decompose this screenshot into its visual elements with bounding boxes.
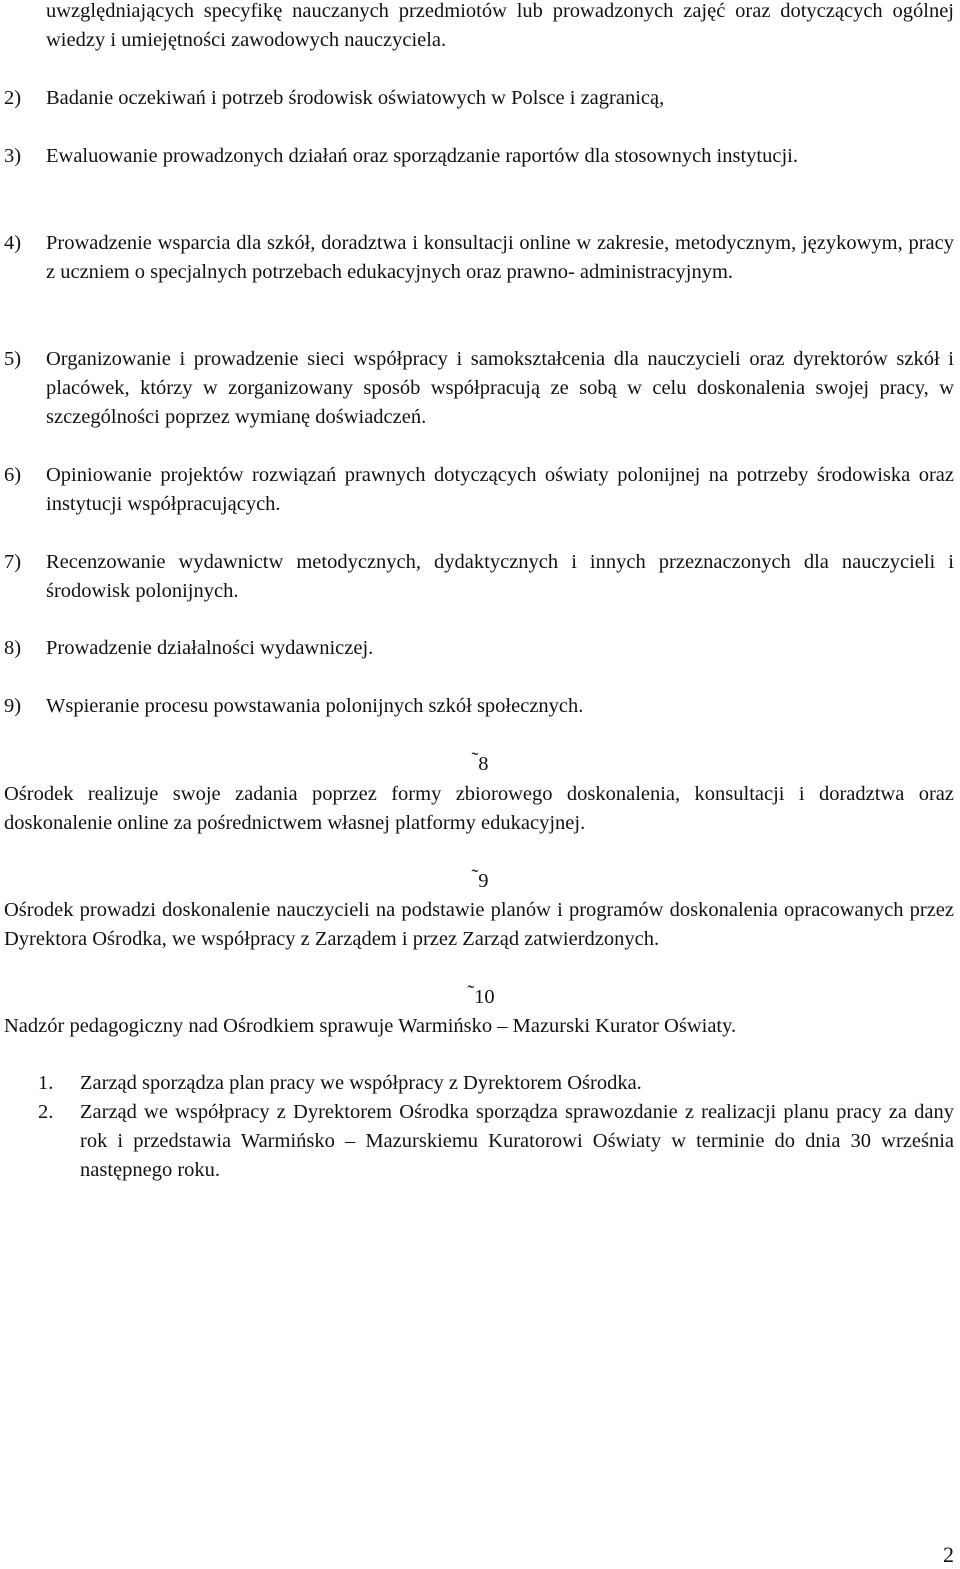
task-number: 8) [4, 637, 22, 659]
task-text: Opiniowanie projektów rozwiązań prawnych dotyczących oświaty polonijnej na potrzeby środowiska oraz instytucji współpracujących. [46, 464, 954, 515]
task-text: Badanie oczekiwań i potrzeb środowisk oświatowych w Polsce i zagranicą, [46, 87, 665, 109]
section-title-10: ˜10 [467, 982, 495, 1008]
task-item-6 [4, 461, 954, 519]
task-text: Recenzowanie wydawnictw metodycznych, dydaktycznych i innych przeznaczonych dla nauczycieli i środowisk polonijnych. [46, 551, 954, 602]
task-item-8 [4, 634, 954, 663]
section-text-8: Ośrodek realizuje swoje zadania poprzez formy zbiorowego doskonalenia, konsultacji i doradztwa oraz doskonalenie online za pośrednictwem własnej platformy edukacyjnej. [4, 783, 954, 834]
task-number: 7) [4, 551, 22, 573]
task-item-7 [4, 548, 954, 606]
section-title-8: ˜8 [471, 749, 489, 775]
task-text: Ewaluowanie prowadzonych działań oraz sporządzanie raportów dla stosownych instytucji. [46, 145, 798, 167]
task-number: 6) [4, 464, 22, 486]
list-text: Zarząd we współpracy z Dyrektorem Ośrodka sporządza sprawozdanie z realizacji planu pracy za dany rok i przedstawia Warmińsko – Mazurskiemu Kuratorowi Oświaty w terminie do dnia 30 września następnego roku. [80, 1101, 954, 1181]
section-sign-icon: ˜ [467, 982, 475, 1004]
task-number: 5) [4, 348, 22, 370]
task-item-9 [4, 692, 954, 721]
task-item-4 [4, 229, 954, 287]
task-text: Organizowanie i prowadzenie sieci współpracy i samokształcenia dla nauczycieli oraz dyrektorów szkół i placówek, którzy w zorganizowany sposób współpracują ze sobą w celu doskonalenia swojej pracy, w szczególności poprzez wymianę doświadczeń. [46, 348, 954, 428]
list-item-1 [38, 1069, 954, 1098]
list-text: Zarząd sporządza plan pracy we współpracy z Dyrektorem Ośrodka. [80, 1072, 642, 1094]
section-sign-icon: ˜ [471, 749, 479, 771]
list-number: 1. [38, 1072, 54, 1094]
task-text: Prowadzenie wsparcia dla szkół, doradztwa i konsultacji online w zakresie, metodycznym, językowym, pracy z uczniem o specjalnych potrzebach edukacyjnych oraz prawno- administracyjnym. [46, 232, 954, 283]
list-item-2 [38, 1098, 954, 1185]
task-number: 2) [4, 87, 22, 109]
page-number: 2 [943, 1542, 954, 1567]
task-text: Prowadzenie działalności wydawniczej. [46, 637, 374, 659]
list-number: 2. [38, 1101, 54, 1123]
section-text-10: Nadzór pedagogiczny nad Ośrodkiem sprawuje Warmińsko – Mazurski Kurator Oświaty. [4, 1015, 737, 1037]
task-number: 9) [4, 695, 22, 717]
task-number: 4) [4, 232, 22, 254]
section-sign-icon: ˜ [471, 866, 479, 888]
task-item-2 [4, 84, 954, 113]
task-item-5 [4, 345, 954, 432]
task-item-3 [4, 142, 954, 171]
intro-continuation: uwzględniających specyfikę nauczanych przedmiotów lub prowadzonych zajęć oraz dotyczących ogólnej wiedzy i umiejętności zawodowych nauczyciela. [46, 0, 954, 51]
task-text: Wspieranie procesu powstawania polonijnych szkół społecznych. [46, 695, 584, 717]
section-text-9: Ośrodek prowadzi doskonalenie nauczycieli na podstawie planów i programów doskonalenia opracowanych przez Dyrektora Ośrodka, we współpracy z Zarządem i przez Zarząd zatwierdzonych. [4, 899, 954, 950]
section-title-9: ˜9 [471, 866, 489, 892]
task-number: 3) [4, 145, 22, 167]
